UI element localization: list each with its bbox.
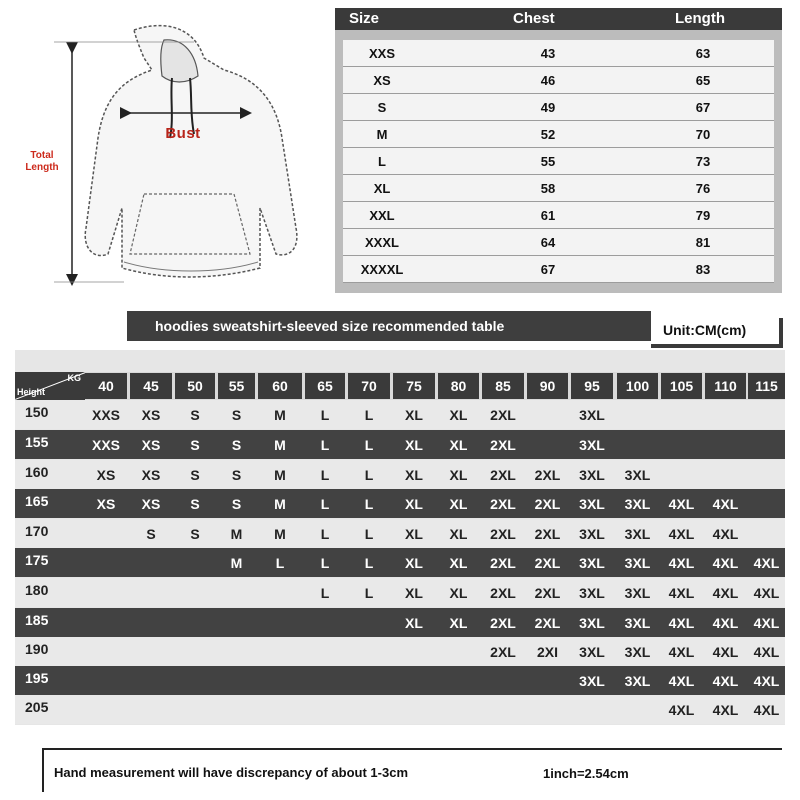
- size-recommendation-cell: 4XL: [668, 585, 695, 601]
- size-recommendation-cell: L: [364, 585, 374, 601]
- height-row: [15, 548, 785, 577]
- size-recommendation-cell: L: [320, 467, 330, 483]
- chest-cell: 49: [540, 100, 556, 115]
- size-recommendation-cell: 4XL: [753, 673, 780, 689]
- size-recommendation-cell: XS: [141, 407, 161, 423]
- size-recommendation-cell: L: [275, 555, 285, 571]
- size-recommendation-cell: XL: [405, 407, 423, 423]
- chest-cell: 46: [540, 73, 556, 88]
- weight-header-cell: 100: [617, 373, 658, 399]
- size-recommendation-cell: 4XL: [668, 526, 695, 542]
- weight-header-cell: 105: [661, 373, 702, 399]
- size-recommendation-table: [15, 350, 785, 725]
- size-recommendation-cell: M: [274, 467, 286, 483]
- total-length-line1: Total: [30, 150, 54, 161]
- size-cell: XXXL: [365, 235, 399, 250]
- size-recommendation-cell: M: [274, 526, 286, 542]
- size-recommendation-cell: XL: [449, 555, 468, 571]
- height-cell: 195: [25, 670, 49, 686]
- size-recommendation-cell: S: [190, 496, 200, 512]
- size-chart-row: [343, 148, 774, 175]
- size-recommendation-cell: 2XL: [490, 555, 516, 571]
- height-cell: 205: [25, 699, 49, 715]
- size-recommendation-cell: XXS: [91, 407, 120, 423]
- length-cell: 70: [695, 127, 711, 142]
- note-bracket: [42, 748, 44, 792]
- size-cell: S: [377, 100, 387, 115]
- size-chart-row: [343, 40, 774, 67]
- height-cell: 155: [25, 434, 49, 450]
- height-row: [15, 460, 785, 489]
- weight-header-cell: 55: [218, 373, 255, 399]
- weight-header-cell: 60: [258, 373, 302, 399]
- size-recommendation-cell: XL: [449, 615, 468, 631]
- size-recommendation-cell: 2XL: [490, 437, 516, 453]
- size-recommendation-cell: XL: [449, 467, 468, 483]
- length-cell: 79: [695, 208, 711, 223]
- size-cell: L: [378, 154, 386, 169]
- size-header-label: Size: [349, 10, 380, 27]
- size-recommendation-cell: 2XI: [536, 644, 558, 660]
- measurement-note: Hand measurement will have discrepancy of about 1-3cm: [54, 765, 409, 780]
- size-cell: XXL: [369, 208, 395, 223]
- size-recommendation-cell: S: [231, 496, 242, 512]
- total-length-label: [18, 150, 66, 174]
- size-recommendation-cell: L: [364, 437, 374, 453]
- size-recommendation-cell: XL: [405, 467, 423, 483]
- size-recommendation-cell: XL: [449, 496, 468, 512]
- size-recommendation-cell: L: [364, 407, 374, 423]
- unit-box: [651, 318, 783, 348]
- height-cell: 160: [25, 464, 49, 480]
- size-recommendation-cell: L: [364, 467, 374, 483]
- chest-cell: 61: [540, 208, 556, 223]
- height-cell: 190: [25, 641, 49, 657]
- size-recommendation-cell: 4XL: [668, 702, 695, 718]
- size-recommendation-cell: 4XL: [753, 555, 780, 571]
- size-recommendation-cell: XL: [449, 407, 468, 423]
- size-recommendation-cell: S: [231, 437, 242, 453]
- size-recommendation-cell: 2XL: [534, 496, 561, 512]
- size-recommendation-cell: 4XL: [668, 644, 695, 660]
- weight-header-cell: 40: [85, 373, 127, 399]
- size-recommendation-cell: S: [190, 407, 200, 423]
- size-recommendation-cell: 3XL: [579, 467, 605, 483]
- size-recommendation-cell: 3XL: [624, 496, 651, 512]
- size-recommendation-cell: 3XL: [624, 526, 651, 542]
- weight-header-cell: 110: [705, 373, 746, 399]
- size-recommendation-cell: XL: [449, 585, 468, 601]
- size-recommendation-cell: M: [230, 526, 243, 542]
- size-recommendation-cell: 4XL: [668, 615, 695, 631]
- size-recommendation-cell: 4XL: [712, 585, 739, 601]
- table-corner-cell: [15, 372, 85, 400]
- size-recommendation-cell: L: [364, 555, 374, 571]
- size-recommendation-cell: XS: [141, 467, 161, 483]
- height-row: [15, 695, 785, 724]
- size-recommendation-cell: L: [320, 437, 330, 453]
- size-recommendation-cell: M: [230, 555, 243, 571]
- length-header-label: Length: [675, 10, 725, 27]
- size-recommendation-cell: 4XL: [712, 526, 739, 542]
- size-recommendation-cell: 3XL: [624, 615, 651, 631]
- size-recommendation-cell: 3XL: [624, 673, 651, 689]
- size-recommendation-cell: 4XL: [668, 673, 695, 689]
- size-recommendation-cell: 3XL: [579, 526, 605, 542]
- chest-cell: 43: [540, 46, 556, 61]
- size-recommendation-cell: L: [320, 496, 330, 512]
- size-cell: XXS: [368, 46, 395, 61]
- size-recommendation-cell: 4XL: [753, 585, 780, 601]
- height-row: [15, 519, 785, 548]
- size-recommendation-cell: 2XL: [534, 615, 561, 631]
- size-recommendation-cell: 2XL: [534, 526, 561, 542]
- size-recommendation-cell: XS: [141, 437, 161, 453]
- size-cell: M: [376, 127, 388, 142]
- size-recommendation-cell: 2XL: [490, 615, 516, 631]
- size-recommendation-cell: 2XL: [490, 467, 516, 483]
- size-recommendation-cell: S: [190, 437, 200, 453]
- recommendation-banner: [127, 311, 651, 341]
- size-recommendation-cell: 3XL: [624, 585, 651, 601]
- size-recommendation-cell: 2XL: [490, 585, 516, 601]
- height-cell: 175: [25, 552, 49, 568]
- weight-header-cell: 85: [482, 373, 524, 399]
- size-cell: XXXXL: [360, 262, 404, 277]
- length-cell: 63: [695, 46, 711, 61]
- size-recommendation-cell: 3XL: [579, 615, 605, 631]
- size-recommendation-cell: M: [274, 407, 286, 423]
- size-recommendation-cell: 3XL: [579, 555, 605, 571]
- size-recommendation-cell: XL: [405, 585, 423, 601]
- size-chart: [335, 8, 782, 293]
- size-recommendation-cell: XL: [405, 615, 423, 631]
- chest-cell: 55: [540, 154, 556, 169]
- size-chart-rows: [343, 40, 774, 283]
- chest-cell: 58: [540, 181, 556, 196]
- note-divider: [42, 748, 782, 750]
- size-chart-row: [343, 67, 774, 94]
- weight-header-cell: 80: [438, 373, 479, 399]
- height-row: [15, 578, 785, 607]
- height-row: [15, 400, 785, 429]
- size-recommendation-cell: S: [190, 467, 200, 483]
- height-cell: 185: [25, 612, 49, 628]
- chest-cell: 64: [540, 235, 556, 250]
- weight-header-cell: 70: [348, 373, 390, 399]
- height-row: [15, 489, 785, 518]
- size-recommendation-cell: 4XL: [712, 555, 739, 571]
- size-recommendation-cell: S: [231, 467, 242, 483]
- size-recommendation-cell: XL: [449, 437, 468, 453]
- size-recommendation-cell: XL: [405, 555, 423, 571]
- height-cell: 165: [25, 493, 49, 509]
- chest-cell: 52: [540, 127, 556, 142]
- length-cell: 73: [695, 154, 711, 169]
- size-recommendation-cell: 3XL: [579, 673, 605, 689]
- size-recommendation-cell: 2XL: [490, 644, 516, 660]
- height-cell: 170: [25, 523, 49, 539]
- weight-header-cell: 95: [571, 373, 613, 399]
- length-cell: 76: [695, 181, 711, 196]
- size-recommendation-cell: 4XL: [668, 496, 695, 512]
- size-chart-row: [343, 229, 774, 256]
- size-recommendation-cell: XL: [405, 526, 423, 542]
- size-recommendation-cell: 2XL: [490, 496, 516, 512]
- height-row: [15, 637, 785, 666]
- weight-header-cell: 115: [748, 373, 785, 399]
- size-recommendation-cell: XS: [141, 496, 161, 512]
- height-row: [15, 430, 785, 459]
- size-recommendation-cell: L: [320, 526, 330, 542]
- size-recommendation-cell: XL: [405, 437, 423, 453]
- size-recommendation-cell: 4XL: [712, 673, 739, 689]
- corner-kg-label: KG: [67, 373, 81, 383]
- size-recommendation-cell: 3XL: [579, 496, 605, 512]
- size-recommendation-cell: 3XL: [624, 467, 651, 483]
- weight-header-cell: 75: [393, 373, 435, 399]
- size-recommendation-cell: 4XL: [712, 496, 739, 512]
- weight-header-cell: 45: [130, 373, 172, 399]
- size-recommendation-cell: 3XL: [624, 555, 651, 571]
- size-recommendation-cell: L: [320, 585, 330, 601]
- size-recommendation-cell: 4XL: [712, 644, 739, 660]
- height-row: [15, 608, 785, 637]
- size-chart-row: [343, 121, 774, 148]
- size-recommendation-cell: L: [320, 555, 330, 571]
- size-recommendation-cell: 4XL: [712, 615, 739, 631]
- size-recommendation-cell: S: [146, 526, 156, 542]
- size-recommendation-cell: 2XL: [534, 585, 561, 601]
- chest-cell: 67: [540, 262, 556, 277]
- size-recommendation-cell: M: [274, 437, 286, 453]
- size-recommendation-cell: 2XL: [490, 407, 516, 423]
- banner-title: hoodies sweatshirt-sleeved size recommended table: [155, 318, 505, 334]
- length-cell: 65: [695, 73, 711, 88]
- size-recommendation-cell: XS: [96, 467, 116, 483]
- size-recommendation-cell: 3XL: [579, 437, 605, 453]
- size-recommendation-cell: L: [320, 407, 330, 423]
- size-chart-header: [335, 8, 782, 30]
- size-recommendation-cell: L: [364, 526, 374, 542]
- weight-header-cell: 50: [175, 373, 215, 399]
- size-recommendation-cell: 4XL: [753, 702, 780, 718]
- corner-height-label: Height: [17, 387, 45, 397]
- height-cell: 180: [25, 582, 49, 598]
- length-cell: 67: [695, 100, 711, 115]
- chest-header-label: Chest: [513, 10, 555, 27]
- size-chart-row: [343, 94, 774, 121]
- bust-label: Bust: [165, 125, 201, 142]
- size-recommendation-cell: 3XL: [579, 585, 605, 601]
- size-recommendation-cell: 4XL: [753, 644, 780, 660]
- size-recommendation-cell: XL: [449, 526, 468, 542]
- size-recommendation-cell: 2XL: [534, 555, 561, 571]
- unit-label: Unit:CM(cm): [663, 322, 747, 338]
- inch-conversion-note: 1inch=2.54cm: [543, 766, 629, 781]
- size-recommendation-cell: 4XL: [753, 615, 780, 631]
- length-cell: 81: [695, 235, 711, 250]
- length-cell: 83: [695, 262, 711, 277]
- height-row: [15, 666, 785, 695]
- size-recommendation-cell: 2XL: [490, 526, 516, 542]
- size-recommendation-cell: XS: [96, 496, 116, 512]
- size-chart-row: [343, 202, 774, 229]
- size-recommendation-cell: 4XL: [712, 702, 739, 718]
- size-chart-row: [343, 175, 774, 202]
- size-chart-row: [343, 256, 774, 283]
- size-recommendation-cell: 2XL: [534, 467, 561, 483]
- height-cell: 150: [25, 404, 49, 420]
- size-recommendation-cell: XL: [405, 496, 423, 512]
- total-length-line2: Length: [25, 162, 59, 173]
- size-recommendation-cell: 4XL: [668, 555, 695, 571]
- size-recommendation-cell: 3XL: [624, 644, 651, 660]
- size-recommendation-cell: XXS: [91, 437, 120, 453]
- size-cell: XS: [373, 73, 391, 88]
- size-cell: XL: [373, 181, 391, 196]
- size-recommendation-cell: 3XL: [579, 644, 605, 660]
- size-recommendation-cell: S: [231, 407, 242, 423]
- size-recommendation-cell: M: [274, 496, 286, 512]
- weight-header-cell: 65: [305, 373, 345, 399]
- size-recommendation-cell: 3XL: [579, 407, 605, 423]
- size-recommendation-cell: L: [364, 496, 374, 512]
- weight-header-cell: 90: [527, 373, 568, 399]
- size-recommendation-cell: S: [190, 526, 200, 542]
